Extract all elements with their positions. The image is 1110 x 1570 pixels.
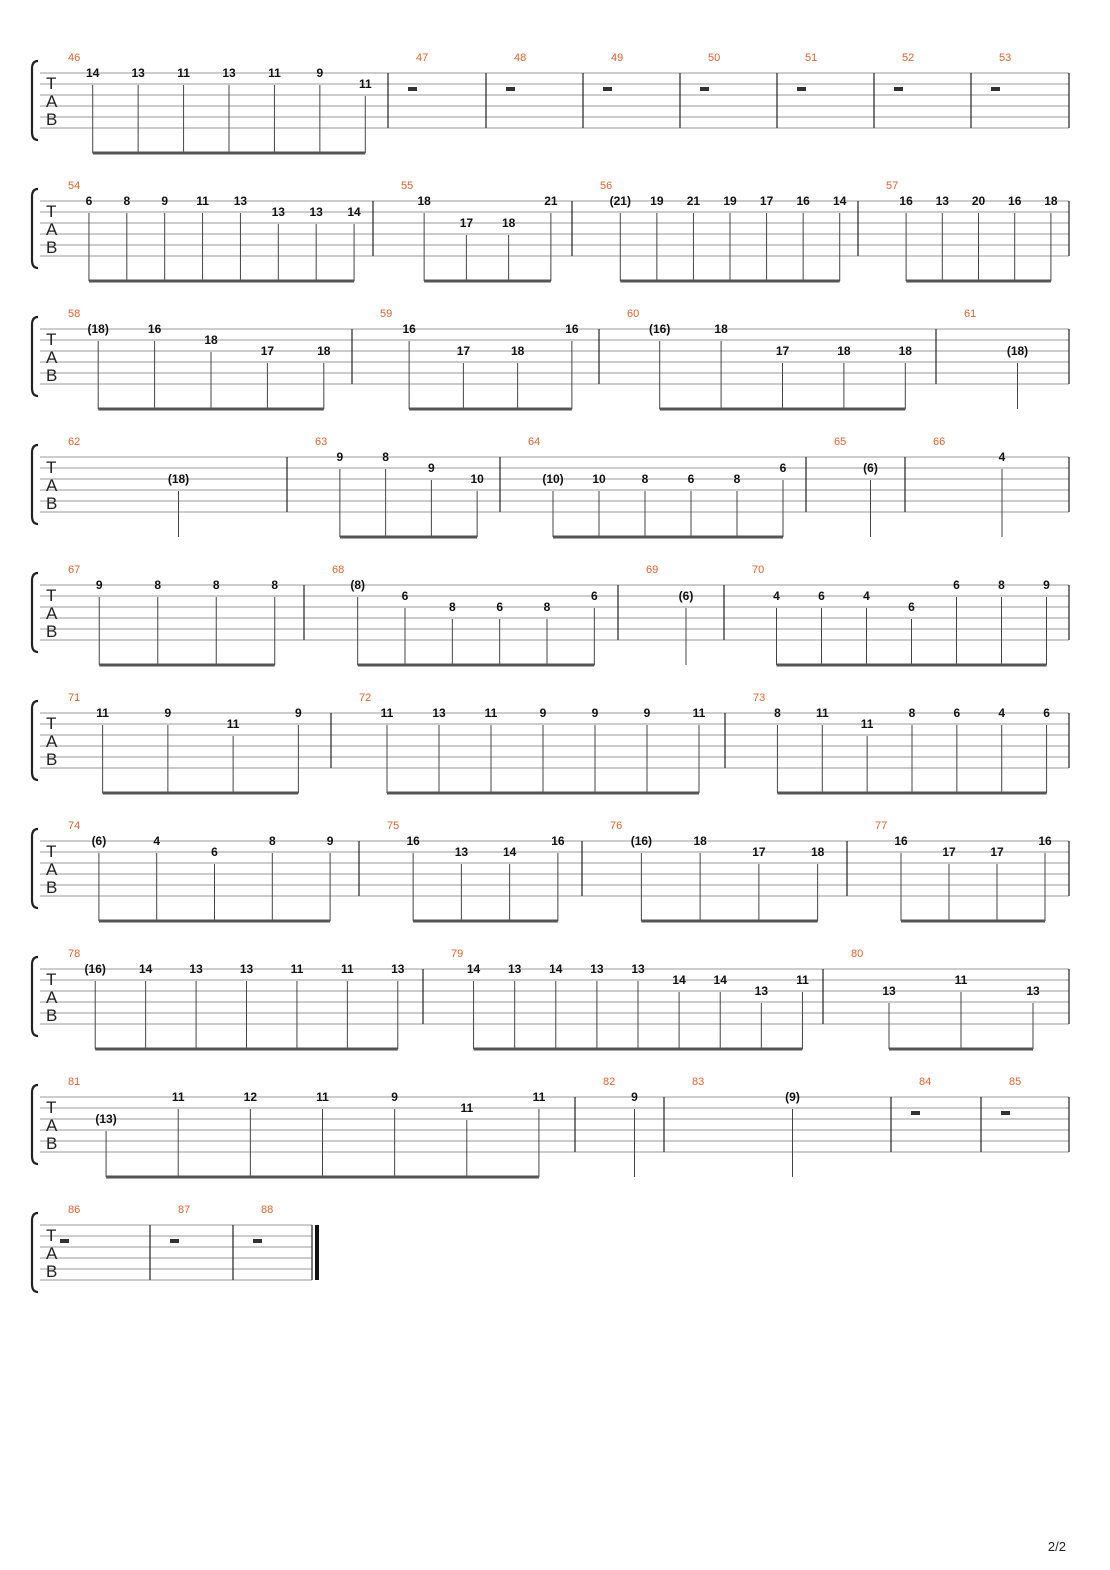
fret-number: 16: [402, 322, 416, 336]
fret-number: 11: [815, 706, 829, 720]
fret-number: 16: [894, 834, 908, 848]
fret-number: (8): [350, 578, 366, 592]
whole-rest: [603, 87, 612, 91]
measure-number: 50: [708, 52, 721, 64]
fret-number: 16: [147, 322, 162, 336]
measure-number: 65: [834, 436, 847, 448]
fret-number: 14: [466, 962, 481, 976]
fret-number: 18: [1044, 194, 1058, 208]
tab-clef-letter: T: [46, 714, 57, 733]
fret-number: 11: [954, 973, 968, 987]
fret-number: 9: [316, 66, 324, 80]
measure-number: 48: [514, 52, 527, 64]
measure-number: 61: [964, 308, 977, 320]
measure-number: 69: [646, 564, 659, 576]
tab-clef-letter: B: [46, 238, 58, 257]
fret-number: (18): [1006, 344, 1029, 358]
whole-rest: [1001, 1111, 1010, 1115]
tab-clef-letter: B: [46, 622, 58, 641]
measure-number: 58: [68, 308, 81, 320]
whole-rest: [894, 87, 903, 91]
whole-rest: [797, 87, 806, 91]
fret-number: 17: [990, 845, 1004, 859]
system-bracket: [32, 701, 38, 780]
whole-rest: [506, 87, 515, 91]
measure-number: 46: [68, 52, 81, 64]
tab-clef-letter: B: [46, 366, 58, 385]
fret-number: 18: [810, 845, 825, 859]
whole-rest: [170, 1239, 179, 1243]
fret-number: 14: [138, 962, 153, 976]
tab-system: [32, 180, 1069, 281]
measure-number: 62: [68, 436, 81, 448]
whole-rest: [408, 87, 417, 91]
fret-number: (16): [649, 322, 671, 336]
measure-number: 80: [851, 948, 864, 960]
whole-rest: [60, 1239, 69, 1243]
measure-number: 68: [332, 564, 345, 576]
fret-number: 8: [908, 706, 916, 720]
tab-clef-letter: B: [46, 1134, 58, 1153]
tab-clef-letter: T: [46, 1226, 57, 1245]
system-bracket: [32, 445, 38, 524]
fret-number: 6: [590, 589, 598, 603]
fret-number: 4: [153, 834, 161, 848]
tab-clef-letter: T: [46, 330, 57, 349]
fret-number: 21: [686, 194, 701, 208]
fret-number: 13: [935, 194, 949, 208]
fret-number: 8: [733, 472, 741, 486]
measure-number: 73: [753, 692, 766, 704]
measure-number: 77: [875, 820, 888, 832]
fret-number: 16: [1008, 194, 1022, 208]
system-bracket: [32, 189, 38, 268]
fret-number: 16: [796, 194, 810, 208]
fret-number: 8: [271, 578, 279, 592]
measure-number: 75: [387, 820, 400, 832]
fret-number: 6: [211, 845, 218, 859]
fret-number: 13: [222, 66, 236, 80]
fret-number: 11: [171, 1090, 185, 1104]
fret-number: 9: [428, 461, 435, 475]
fret-number: 18: [510, 344, 525, 358]
fret-number: 17: [775, 344, 790, 358]
tab-clef-letter: B: [46, 494, 58, 513]
measure-number: 57: [886, 180, 899, 192]
measure-number: 49: [611, 52, 624, 64]
measure-number: 84: [919, 1076, 932, 1088]
fret-number: 13: [882, 984, 896, 998]
measure-number: 66: [933, 436, 946, 448]
fret-number: 14: [86, 66, 100, 80]
fret-number: 13: [233, 194, 248, 208]
fret-number: 4: [998, 450, 1006, 464]
fret-number: 8: [543, 600, 551, 614]
fret-number: 16: [406, 834, 420, 848]
fret-number: 4: [998, 706, 1006, 720]
fret-number: 17: [459, 216, 474, 230]
measure-number: 52: [902, 52, 915, 64]
tab-clef-letter: T: [46, 586, 57, 605]
fret-number: 13: [631, 962, 645, 976]
fret-number: 11: [290, 962, 304, 976]
fret-number: 8: [154, 578, 162, 592]
fret-number: 9: [336, 450, 344, 464]
measure-number: 87: [178, 1204, 191, 1216]
fret-number: 6: [1043, 706, 1050, 720]
fret-number: 13: [239, 962, 254, 976]
fret-number: 17: [759, 194, 774, 208]
measure-number: 60: [627, 308, 640, 320]
fret-number: 13: [432, 706, 446, 720]
fret-number: 9: [1043, 578, 1050, 592]
fret-number: 11: [177, 66, 190, 80]
measure-number: 59: [380, 308, 393, 320]
fret-number: 21: [544, 194, 558, 208]
fret-number: (16): [84, 962, 106, 976]
measure-number: 67: [68, 564, 81, 576]
fret-number: 18: [204, 333, 218, 347]
fret-number: 18: [714, 322, 728, 336]
fret-number: 16: [551, 834, 565, 848]
fret-number: (6): [91, 834, 107, 848]
tab-clef-letter: A: [46, 988, 58, 1007]
fret-number: 9: [539, 706, 547, 720]
tab-clef-letter: A: [46, 476, 58, 495]
measure-number: 56: [600, 180, 613, 192]
fret-number: 16: [899, 194, 913, 208]
fret-number: 18: [837, 344, 851, 358]
fret-number: (16): [630, 834, 653, 848]
whole-rest: [700, 87, 709, 91]
measure-number: 70: [752, 564, 765, 576]
fret-number: 8: [774, 706, 781, 720]
fret-number: 8: [123, 194, 131, 208]
measure-number: 54: [68, 180, 81, 192]
fret-number: 11: [358, 77, 372, 91]
tab-clef-letter: T: [46, 970, 57, 989]
fret-number: 20: [971, 194, 986, 208]
fret-number: 11: [96, 706, 109, 720]
fret-number: 13: [309, 205, 323, 219]
fret-number: (9): [785, 1090, 800, 1104]
page-number: 2/2: [1047, 1539, 1066, 1554]
tab-clef-letter: B: [46, 750, 58, 769]
fret-number: (18): [87, 322, 109, 336]
measure-number: 51: [805, 52, 818, 64]
fret-number: 18: [417, 194, 431, 208]
fret-number: 18: [898, 344, 912, 358]
tab-clef-letter: T: [46, 1098, 57, 1117]
fret-number: 6: [85, 194, 93, 208]
fret-number: 16: [565, 322, 579, 336]
fret-number: 9: [391, 1090, 398, 1104]
measure-number: 82: [603, 1076, 616, 1088]
measure-number: 53: [999, 52, 1012, 64]
fret-number: 17: [260, 344, 275, 358]
tab-system: [32, 820, 1069, 921]
tab-clef-letter: A: [46, 1116, 58, 1135]
fret-number: 6: [818, 589, 825, 603]
measure-number: 85: [1009, 1076, 1022, 1088]
fret-number: 11: [460, 1101, 474, 1115]
whole-rest: [911, 1111, 920, 1115]
fret-number: 13: [1026, 984, 1040, 998]
fret-number: (18): [167, 472, 190, 486]
measure-number: 81: [68, 1076, 81, 1088]
fret-number: 9: [643, 706, 651, 720]
tab-system: [32, 948, 1069, 1049]
tab-system: [32, 52, 1069, 153]
system-bracket: [32, 1085, 38, 1164]
measure-number: 47: [416, 52, 429, 64]
fret-number: 19: [650, 194, 664, 208]
fret-number: 14: [713, 973, 727, 987]
fret-number: 17: [456, 344, 471, 358]
fret-number: 9: [631, 1090, 638, 1104]
fret-number: 11: [484, 706, 498, 720]
tab-clef-letter: T: [46, 202, 57, 221]
tab-clef-letter: A: [46, 92, 58, 111]
fret-number: 13: [391, 962, 405, 976]
fret-number: 8: [268, 834, 276, 848]
fret-number: 8: [448, 600, 456, 614]
fret-number: 11: [316, 1090, 329, 1104]
tab-system: [32, 692, 1069, 793]
measure-number: 64: [528, 436, 541, 448]
system-bracket: [32, 1213, 38, 1292]
final-barline: [315, 1225, 319, 1280]
measure-number: 79: [451, 948, 464, 960]
fret-number: 6: [496, 600, 504, 614]
whole-rest: [253, 1239, 262, 1243]
fret-number: (10): [542, 472, 564, 486]
fret-number: 16: [1038, 834, 1052, 848]
fret-number: 9: [161, 194, 169, 208]
fret-number: 11: [341, 962, 354, 976]
fret-number: 8: [998, 578, 1005, 592]
fret-number: 11: [692, 706, 706, 720]
measure-number: 55: [401, 180, 414, 192]
fret-number: 18: [501, 216, 516, 230]
measure-number: 72: [359, 692, 372, 704]
system-bracket: [32, 317, 38, 396]
tab-system: [32, 1076, 1069, 1177]
measure-number: 71: [68, 692, 81, 704]
tab-clef-letter: T: [46, 458, 57, 477]
fret-number: 8: [212, 578, 220, 592]
fret-number: 13: [189, 962, 203, 976]
fret-number: 18: [693, 834, 707, 848]
fret-number: 10: [470, 472, 484, 486]
tab-clef-letter: A: [46, 860, 58, 879]
fret-number: 12: [243, 1090, 258, 1104]
fret-number: (13): [95, 1112, 117, 1126]
fret-number: 9: [591, 706, 599, 720]
tab-clef-letter: B: [46, 878, 58, 897]
tab-clef-letter: T: [46, 74, 57, 93]
fret-number: 9: [326, 834, 334, 848]
fret-number: 9: [95, 578, 103, 592]
measure-number: 76: [610, 820, 623, 832]
fret-number: 4: [773, 589, 780, 603]
fret-number: 14: [549, 962, 563, 976]
measure-number: 74: [68, 820, 81, 832]
fret-number: 6: [401, 589, 409, 603]
fret-number: 11: [796, 973, 809, 987]
fret-number: (6): [678, 589, 694, 603]
fret-number: 14: [502, 845, 517, 859]
measure-number: 83: [692, 1076, 705, 1088]
whole-rest: [991, 87, 1000, 91]
tab-system: [32, 436, 1069, 537]
fret-number: 6: [779, 461, 787, 475]
measure-number: 63: [315, 436, 328, 448]
fret-number: 8: [641, 472, 649, 486]
measure-number: 88: [261, 1204, 274, 1216]
tab-system: [32, 1204, 319, 1292]
fret-number: 13: [454, 845, 469, 859]
fret-number: 11: [268, 66, 281, 80]
measure-number: 78: [68, 948, 81, 960]
tab-system: [32, 564, 1069, 665]
fret-number: 11: [860, 717, 874, 731]
fret-number: 9: [295, 706, 302, 720]
system-bracket: [32, 573, 38, 652]
fret-number: 8: [382, 450, 389, 464]
fret-number: 18: [317, 344, 331, 358]
fret-number: 10: [592, 472, 606, 486]
system-bracket: [32, 829, 38, 908]
fret-number: 17: [942, 845, 956, 859]
fret-number: 6: [953, 706, 961, 720]
system-bracket: [32, 957, 38, 1036]
fret-number: 11: [196, 194, 209, 208]
tab-system: [32, 308, 1069, 409]
system-bracket: [32, 61, 38, 140]
fret-number: 14: [833, 194, 847, 208]
fret-number: (21): [609, 194, 631, 208]
fret-number: 13: [131, 66, 145, 80]
fret-number: 11: [226, 717, 240, 731]
fret-number: 13: [507, 962, 522, 976]
fret-number: 19: [723, 194, 737, 208]
tab-clef-letter: A: [46, 604, 58, 623]
tab-clef-letter: A: [46, 732, 58, 751]
fret-number: 13: [754, 984, 769, 998]
tab-clef-letter: A: [46, 1244, 58, 1263]
fret-number: 6: [953, 578, 960, 592]
fret-number: 11: [380, 706, 394, 720]
fret-number: 6: [687, 472, 695, 486]
tab-clef-letter: T: [46, 842, 57, 861]
tab-clef-letter: B: [46, 110, 58, 129]
fret-number: 14: [672, 973, 686, 987]
fret-number: 6: [908, 600, 915, 614]
tab-clef-letter: B: [46, 1262, 58, 1281]
fret-number: 14: [347, 205, 361, 219]
tab-clef-letter: A: [46, 348, 58, 367]
fret-number: 11: [532, 1090, 546, 1104]
fret-number: 9: [164, 706, 172, 720]
fret-number: 4: [863, 589, 870, 603]
fret-number: (6): [863, 461, 878, 475]
tab-clef-letter: A: [46, 220, 58, 239]
fret-number: 13: [590, 962, 604, 976]
measure-number: 86: [68, 1204, 81, 1216]
fret-number: 17: [752, 845, 766, 859]
fret-number: 13: [271, 205, 285, 219]
tab-clef-letter: B: [46, 1006, 58, 1025]
